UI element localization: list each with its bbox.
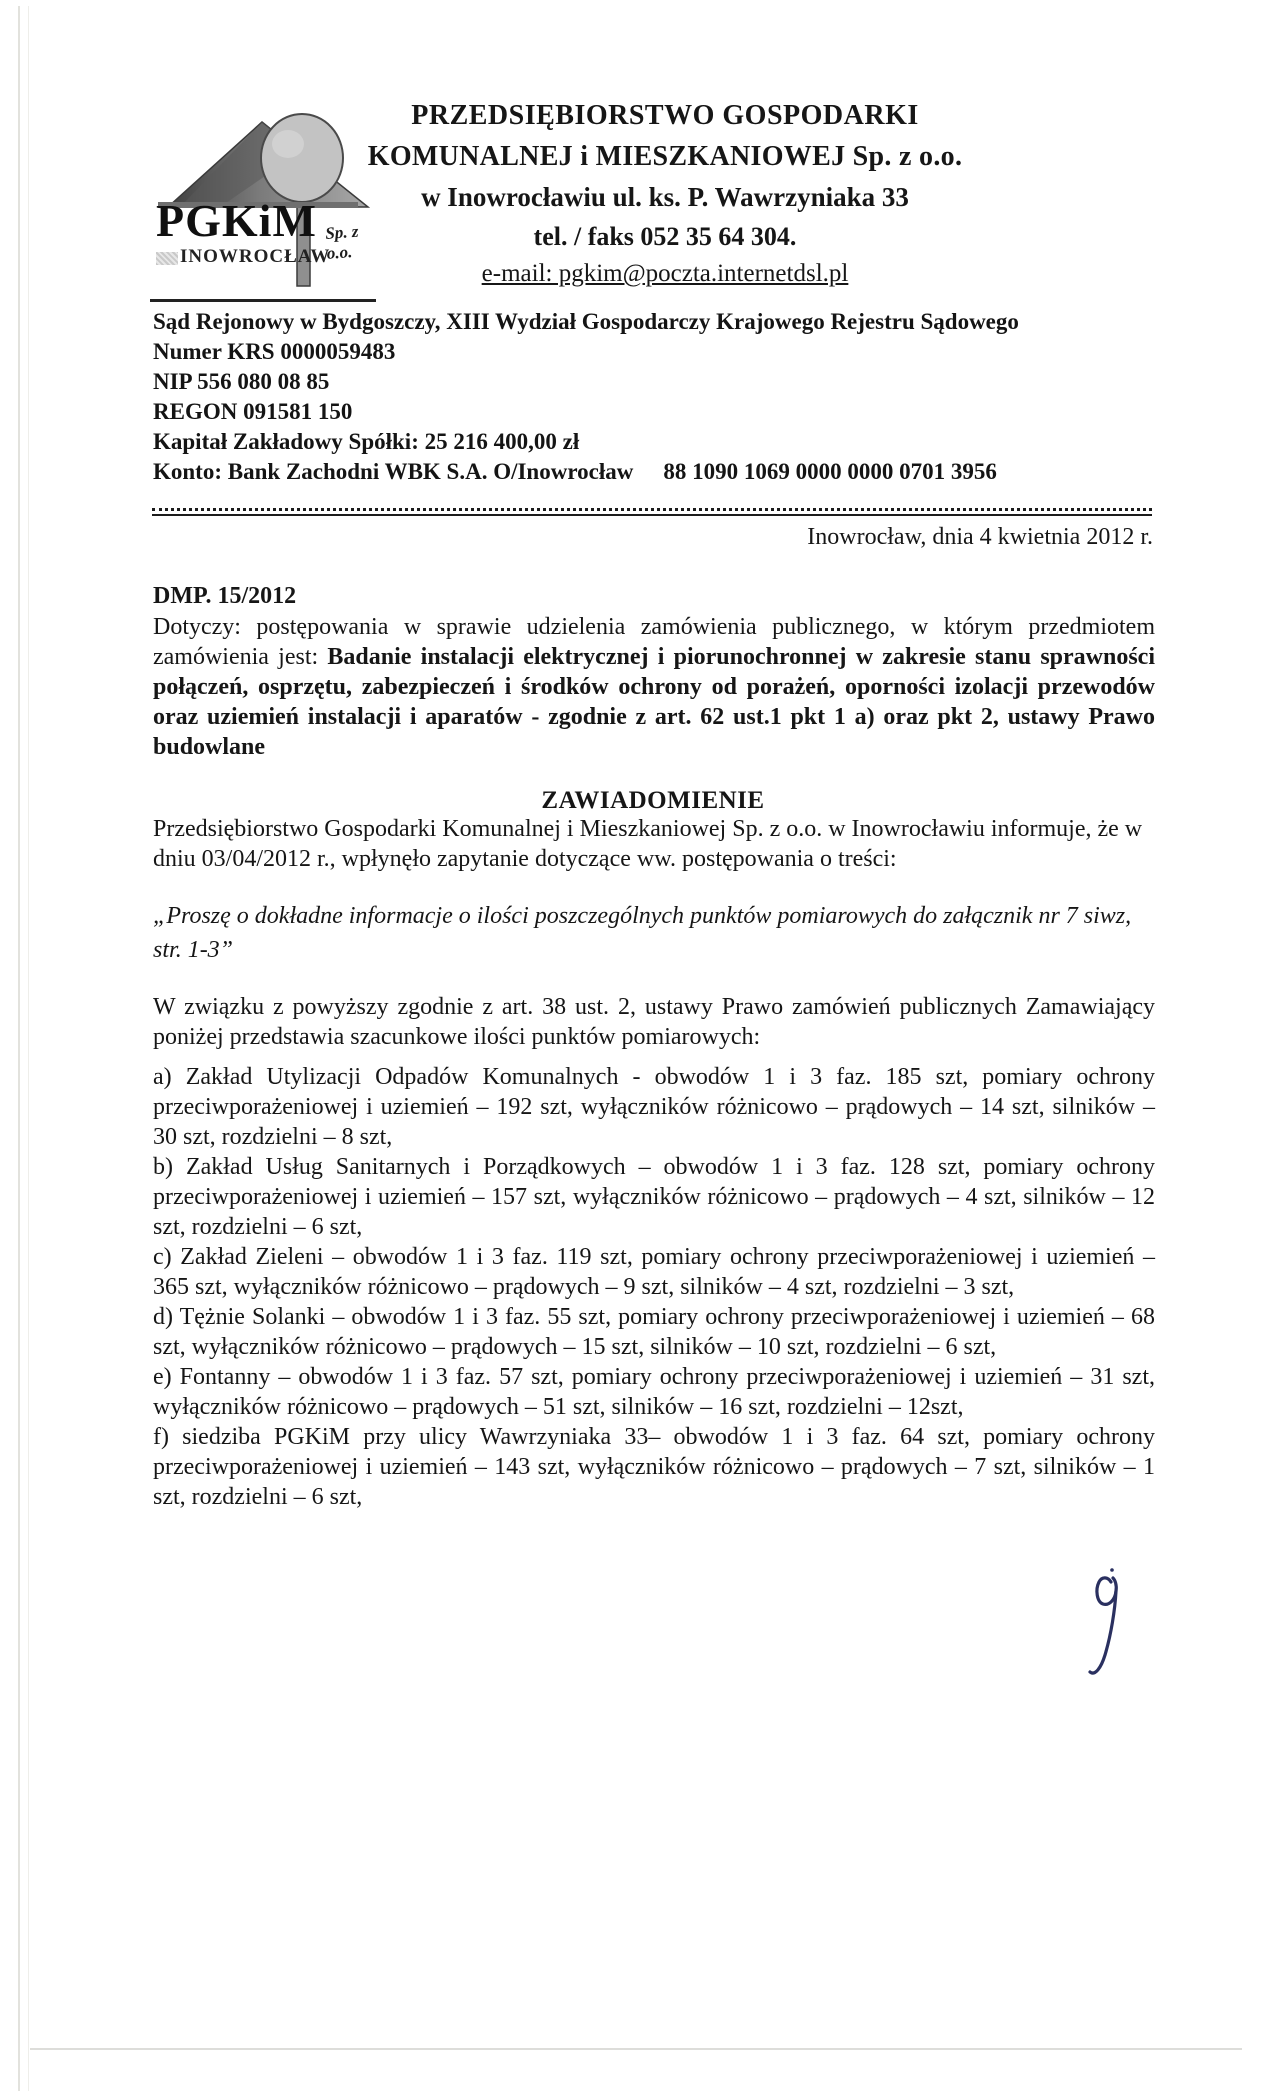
separator-solid-line: [152, 514, 1152, 516]
separator-dotted-line: [152, 508, 1152, 511]
logo-city: INOWROCŁAW: [180, 246, 331, 267]
list-item-d: d) Tężnie Solanki – obwodów 1 i 3 faz. 55 szt, pomiary ochrony przeciwporażeniowej i uziemień – 68 szt, wyłączników różnicowo – prądowych – 15 szt, silników – 10 szt, rozdzielni – 6 szt,: [153, 1304, 1155, 1360]
logo-acronym: PGKiM: [156, 195, 317, 246]
subject-paragraph: [153, 612, 1155, 762]
logo-city-shade: [156, 252, 178, 265]
registry-info-block: [153, 307, 1158, 487]
notice-title: ZAWIADOMIENIE: [541, 787, 765, 814]
notice-intro-paragraph: Przedsiębiorstwo Gospodarki Komunalnej i Mieszkaniowej Sp. z o.o. w Inowrocławiu informuje, że w dniu 03/04/2012 r., wpłynęło zapytanie dotyczące ww. postępowania o treści:: [153, 816, 1143, 872]
date-line: Inowrocław, dnia 4 kwietnia 2012 r.: [807, 524, 1153, 550]
list-item-e: e) Fontanny – obwodów 1 i 3 faz. 57 szt, pomiary ochrony przeciwporażeniowej i uziemień – 31 szt, wyłączników różnicowo – prądowych – 51 szt, silników – 16 szt, rozdzielni – 12szt,: [153, 1364, 1155, 1420]
registry-krs-line: Numer KRS 0000059483: [153, 339, 396, 364]
registry-account-line: [153, 457, 1158, 487]
registry-capital-line: Kapitał Zakładowy Spółki: 25 216 400,00 zł: [153, 429, 580, 454]
logo-underline-rule: [150, 299, 376, 302]
scan-edge-artifact-left-2: [28, 6, 29, 2091]
registry-nip-line: NIP 556 080 08 85: [153, 369, 330, 394]
account-label: Konto: Bank Zachodni WBK S.A. O/Inowrocław: [153, 459, 634, 484]
company-email-line: e-mail: pgkim@poczta.internetdsl.pl: [481, 260, 849, 287]
registry-court-line: Sąd Rejonowy w Bydgoszczy, XIII Wydział Gospodarczy Krajowego Rejestru Sądowego: [153, 309, 1019, 334]
handwritten-paraph-icon: [1045, 1560, 1185, 1710]
letterhead: [315, 100, 1015, 288]
scan-edge-artifact-bottom: [30, 2048, 1242, 2050]
account-number: 88 1090 1069 0000 0000 0701 3956: [663, 459, 997, 484]
list-item-b: b) Zakład Usług Sanitarnych i Porządkowych – obwodów 1 i 3 faz. 128 szt, pomiary ochrony przeciwporażeniowej i uziemień – 157 szt, wyłączników różnicowo – prądowych – 4 szt, silników – 12 szt, rozdzielni – 6 szt,: [153, 1154, 1155, 1240]
scan-edge-artifact-left: [18, 6, 20, 2091]
response-intro-paragraph: W związku z powyższy zgodnie z art. 38 ust. 2, ustawy Prawo zamówień publicznych Zamawiający poniżej przedstawia szacunkowe ilości punktów pomiarowych:: [153, 994, 1155, 1050]
quoted-question: „Proszę o dokładne informacje o ilości poszczególnych punktów pomiarowych do załącznik nr 7 siwz, str. 1-3”: [153, 903, 1132, 963]
company-name-line2: KOMUNALNEJ i MIESZKANIOWEJ Sp. z o.o.: [367, 141, 963, 172]
company-address-line: w Inowrocławiu ul. ks. P. Wawrzyniaka 33: [421, 182, 909, 212]
list-item-c: c) Zakład Zieleni – obwodów 1 i 3 faz. 119 szt, pomiary ochrony przeciwporażeniowej i uziemień – 365 szt, wyłączników różnicowo – prądowych – 9 szt, silników – 4 szt, rozdzielni – 3 szt,: [153, 1244, 1155, 1300]
measurement-points-list: [153, 1062, 1155, 1512]
subject-bold-text: Badanie instalacji elektrycznej i piorunochronnej w zakresie stanu sprawności połączeń, osprzętu, zabezpieczeń i środków ochrony od porażeń, oporności izolacji przewodów oraz uziemień instalacji i aparatów - zgodnie z art. 62 ust.1 pkt 1 a) oraz pkt 2, ustawy Prawo budowlane: [153, 644, 1155, 760]
company-name-line1: PRZEDSIĘBIORSTWO GOSPODARKI: [411, 100, 919, 131]
dotted-separator: [152, 508, 1152, 516]
logo-company-suffix: Sp. z o.o.: [324, 221, 359, 263]
subject-intro-text: Dotyczy: postępowania w sprawie udzielenia zamówienia publicznego, w którym przedmiotem zamówienia jest:: [153, 614, 1155, 670]
signature-mark: [1045, 1560, 1185, 1710]
list-item-a: a) Zakład Utylizacji Odpadów Komunalnych - obwodów 1 i 3 faz. 185 szt, pomiary ochrony przeciwporażeniowej i uziemień – 192 szt, wyłączników różnicowo – prądowych – 14 szt, silników – 30 szt, rozdzielni – 8 szt,: [153, 1064, 1155, 1150]
list-item-f: f) siedziba PGKiM przy ulicy Wawrzyniaka 33– obwodów 1 i 3 faz. 64 szt, pomiary ochrony przeciwporażeniowej i uziemień – 143 szt, wyłączników różnicowo – prądowych – 7 szt, silników – 1 szt, rozdzielni – 6 szt,: [153, 1424, 1155, 1510]
registry-regon-line: REGON 091581 150: [153, 399, 353, 424]
company-phone-line: tel. / faks 052 35 64 304.: [533, 222, 797, 251]
reference-number: DMP. 15/2012: [153, 583, 297, 609]
